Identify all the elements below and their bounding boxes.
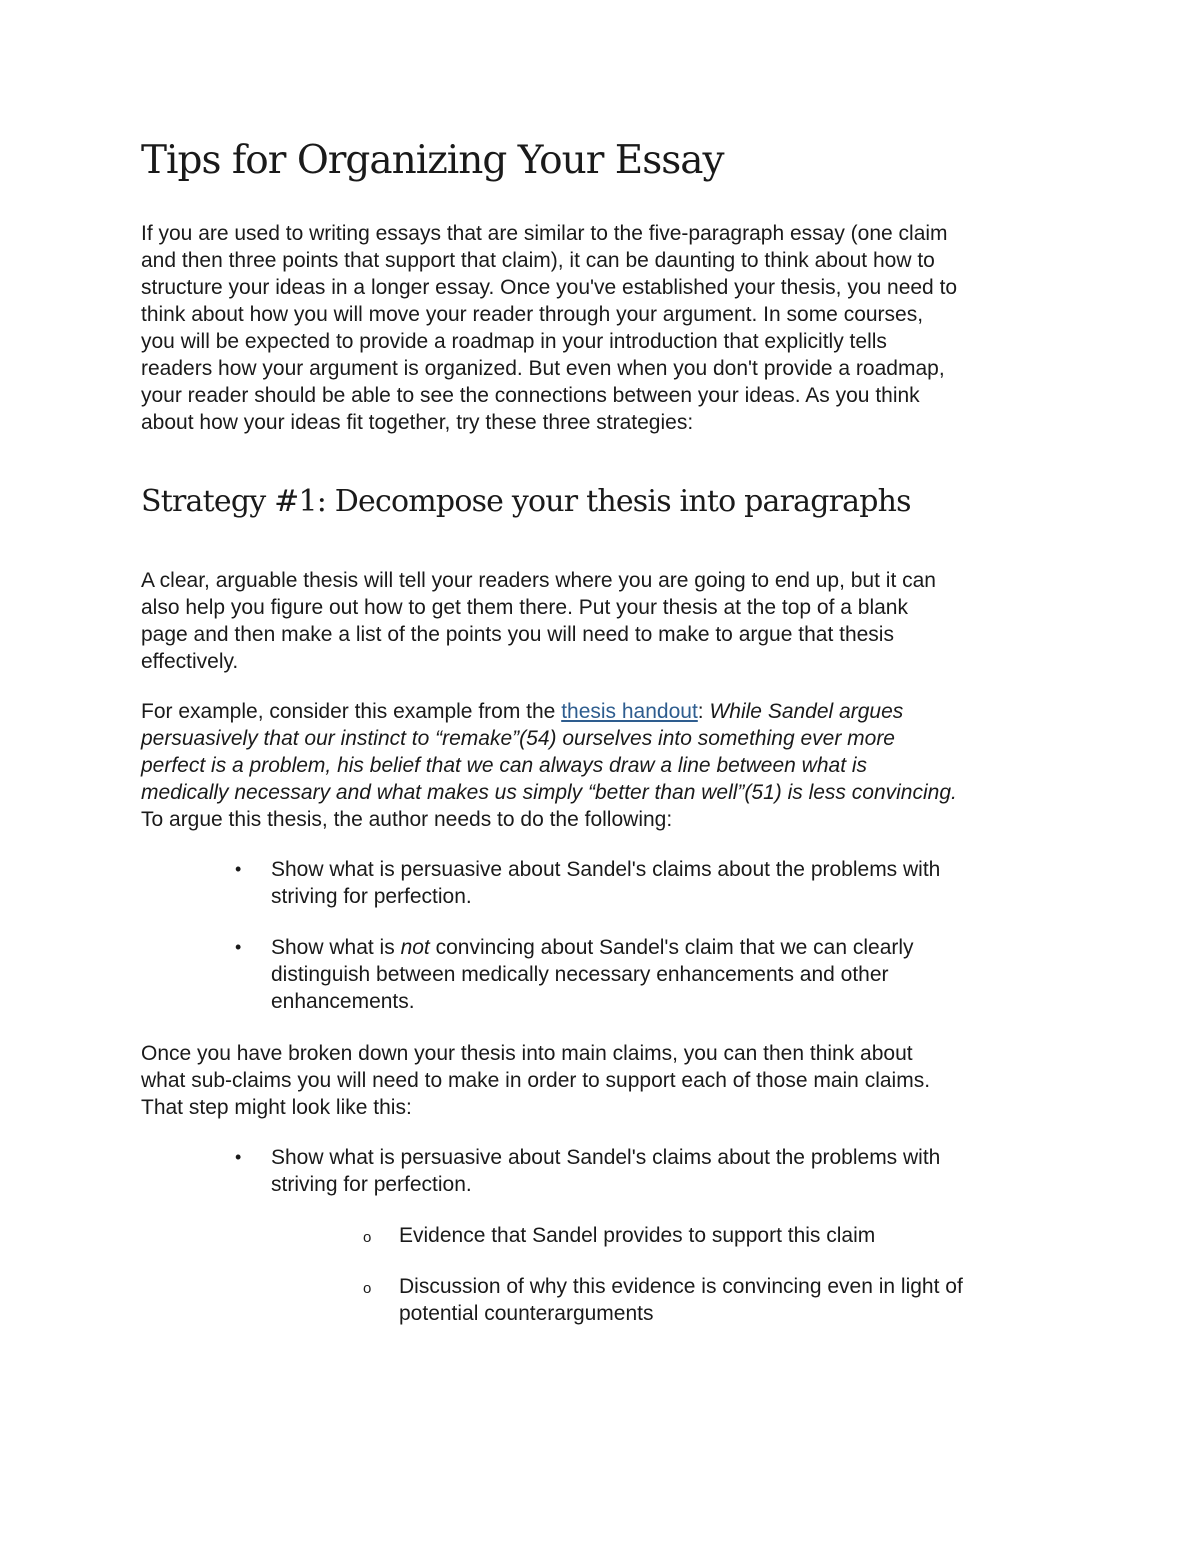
- sub-list-item: [363, 1222, 876, 1249]
- sub-list-item-text: Evidence that Sandel provides to support this claim: [399, 1224, 876, 1247]
- strategy-1-line: effectively.: [141, 650, 239, 673]
- example-thesis-quote: medically necessary and what makes us simply “better than well”(51) is less convincing.: [141, 781, 957, 804]
- sub-list-item-text: potential counterarguments: [399, 1302, 654, 1325]
- example-colon: :: [697, 700, 710, 723]
- sub-bullet-marker: o: [363, 1280, 372, 1297]
- example-thesis-quote: While Sandel argues: [709, 700, 904, 723]
- followup-paragraph: [141, 1040, 1071, 1121]
- sub-bullet-marker: o: [363, 1229, 372, 1246]
- strategy-1-line: page and then make a list of the points you will need to make to argue that thesis: [141, 623, 894, 646]
- intro-line: If you are used to writing essays that are similar to the five-paragraph essay (one claim: [141, 222, 948, 245]
- intro-line: your reader should be able to see the connections between your ideas. As you think: [141, 384, 920, 407]
- list-item-text-pre: Show what is: [271, 936, 401, 959]
- example-line-3: [141, 752, 1071, 779]
- example-line-4: [141, 779, 1071, 806]
- followup-line: Once you have broken down your thesis into main claims, you can then think about: [141, 1042, 913, 1065]
- page-title: Tips for Organizing Your Essay: [141, 138, 724, 183]
- strategy-1-line: A clear, arguable thesis will tell your readers where you are going to end up, but it can: [141, 569, 936, 592]
- strategy-1-line: also help you figure out how to get them there. Put your thesis at the top of a blank: [141, 596, 908, 619]
- intro-paragraph: [141, 220, 1071, 436]
- bullet-marker: •: [235, 937, 242, 957]
- example-paragraph: [141, 698, 1071, 833]
- intro-line: you will be expected to provide a roadmap in your introduction that explicitly tells: [141, 330, 887, 353]
- intro-line: structure your ideas in a longer essay. Once you've established your thesis, you need to: [141, 276, 958, 299]
- example-tail: To argue this thesis, the author needs to do the following:: [141, 808, 673, 831]
- thesis-handout-link[interactable]: thesis handout: [561, 700, 698, 723]
- list-item-text: Show what is persuasive about Sandel's claims about the problems with: [271, 1146, 941, 1169]
- list-item-text: [271, 934, 914, 961]
- example-line-1: [141, 698, 1071, 725]
- sub-list-item-text: Discussion of why this evidence is convincing even in light of: [399, 1275, 963, 1298]
- strategy-1-paragraph: [141, 567, 1071, 675]
- list-item: [235, 1144, 941, 1198]
- list-item-text: distinguish between medically necessary enhancements and other: [271, 963, 889, 986]
- list-item-text: Show what is persuasive about Sandel's claims about the problems with: [271, 858, 941, 881]
- example-thesis-quote: persuasively that our instinct to “remake”(54) ourselves into something ever more: [141, 727, 895, 750]
- intro-line: think about how you will move your reader through your argument. In some courses,: [141, 303, 924, 326]
- sub-list-item: [363, 1273, 963, 1327]
- bullet-marker: •: [235, 1147, 242, 1167]
- intro-line: and then three points that support that claim), it can be daunting to think about how to: [141, 249, 935, 272]
- bullet-marker: •: [235, 859, 242, 879]
- example-lead: For example, consider this example from the: [141, 700, 562, 723]
- emphasis-not: not: [400, 936, 430, 959]
- example-line-2: [141, 725, 1071, 752]
- list-item-text: striving for perfection.: [271, 1173, 472, 1196]
- followup-line: That step might look like this:: [141, 1096, 412, 1119]
- intro-line: about how your ideas fit together, try these three strategies:: [141, 411, 694, 434]
- list-item: [235, 934, 914, 1015]
- list-item-text: enhancements.: [271, 990, 415, 1013]
- strategy-1-heading: Strategy #1: Decompose your thesis into paragraphs: [141, 484, 911, 519]
- intro-line: readers how your argument is organized. But even when you don't provide a roadmap,: [141, 357, 945, 380]
- list-item: [235, 856, 941, 910]
- example-thesis-quote: perfect is a problem, his belief that we can always draw a line between what is: [141, 754, 868, 777]
- list-item-text-post: convincing about Sandel's claim that we can clearly: [429, 936, 914, 959]
- followup-line: what sub-claims you will need to make in order to support each of those main claims.: [141, 1069, 931, 1092]
- list-item-text: striving for perfection.: [271, 885, 472, 908]
